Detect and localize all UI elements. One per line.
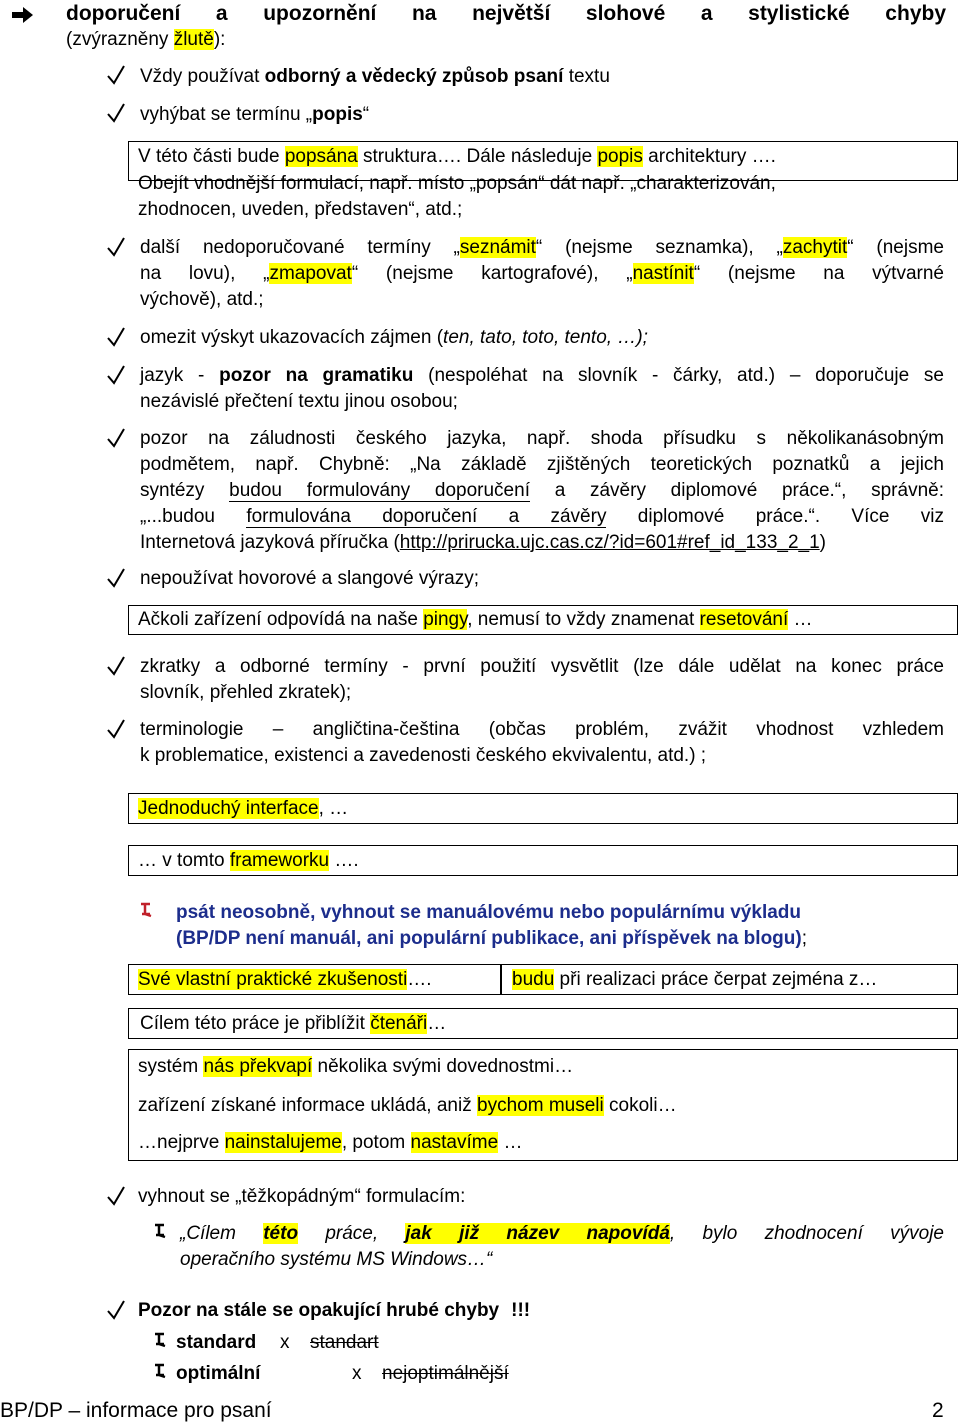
example-line: Své vlastní praktické zkušenosti…. bbox=[138, 969, 432, 990]
prirucka-link[interactable]: http://prirucka.ujc.cas.cz/?id=601#ref_id_133_2_1 bbox=[399, 532, 820, 553]
check-icon bbox=[106, 1185, 126, 1207]
list-item: pozor na záludnosti českého jazyka, např. shoda přísudku s několikanásobným bbox=[140, 428, 944, 449]
list-item: zkratky a odborné termíny - první použití vysvětlit (lze dále udělat na konec práce bbox=[140, 656, 944, 677]
pin-icon bbox=[138, 902, 154, 922]
pin-icon bbox=[152, 1332, 168, 1352]
list-item: další nedoporučované termíny „seznámit“ (nejsme seznamka), „zachytit“ (nejsme bbox=[140, 237, 944, 258]
versus-mark: x bbox=[280, 1332, 290, 1353]
footer-title: BP/DP – informace pro psaní bbox=[0, 1399, 272, 1422]
advice-line: Obejít vhodnější formulací, např. místo „popsán“ dát např. „charakterizován, bbox=[138, 173, 776, 194]
wrong-word: nejoptimálnější bbox=[382, 1363, 509, 1384]
example-line: zařízení získané informace ukládá, aniž bychom museli cokoli… bbox=[138, 1095, 677, 1116]
quote-line: operačního systému MS Windows…“ bbox=[180, 1249, 493, 1270]
list-item-cont: podmětem, např. Chybně: „Na základě zjištěných teoretických poznatků a jejich bbox=[140, 454, 944, 475]
example-line: budu při realizaci práce čerpat zejména z… bbox=[512, 969, 878, 990]
correct-word: optimální bbox=[176, 1363, 261, 1384]
pin-icon bbox=[152, 1363, 168, 1383]
list-item-cont: k problematice, existenci a zavedenosti českého ekvivalentu, atd.) ; bbox=[140, 745, 707, 766]
check-icon bbox=[106, 64, 126, 86]
header-subtitle: (zvýrazněny žlutě): bbox=[66, 29, 226, 50]
list-item-cont: syntézy budou formulovány doporučení a závěry diplomové práce.“, správně: bbox=[140, 480, 944, 501]
example-line: … v tomto frameworku …. bbox=[138, 850, 359, 871]
blue-heading-cont: (BP/DP není manuál, ani populární publikace, ani příspěvek na blogu); bbox=[176, 928, 807, 949]
wrong-word: standart bbox=[310, 1332, 379, 1353]
list-item: terminologie – angličtina-čeština (občas problém, zvážit vhodnost vzhledem bbox=[140, 719, 944, 740]
check-icon bbox=[106, 1299, 126, 1321]
list-item-cont: nezávislé přečtení textu jinou osobou; bbox=[140, 391, 458, 412]
list-item: jazyk - pozor na gramatiku (nespoléhat na slovník - čárky, atd.) – doporučuje se bbox=[140, 365, 944, 386]
list-item: nepoužívat hovorové a slangové výrazy; bbox=[140, 568, 480, 589]
example-line: systém nás překvapí několika svými dovednostmi… bbox=[138, 1056, 574, 1077]
pin-icon bbox=[152, 1223, 168, 1243]
example-line: …nejprve nainstalujeme, potom nastavíme … bbox=[138, 1132, 523, 1153]
list-item-cont: Internetová jazyková příručka (http://prirucka.ujc.cas.cz/?id=601#ref_id_133_2_1) bbox=[140, 532, 826, 553]
example-line: V této části bude popsána struktura…. Dále následuje popis architektury …. bbox=[138, 146, 776, 167]
list-item: Vždy používat odborný a vědecký způsob psaní textu bbox=[140, 66, 610, 87]
list-item: vyhnout se „těžkopádným“ formulacím: bbox=[138, 1186, 466, 1207]
example-line: Ačkoli zařízení odpovídá na naše pingy, nemusí to vždy znamenat resetování … bbox=[138, 609, 813, 630]
arrow-icon bbox=[12, 5, 34, 21]
check-icon bbox=[106, 326, 126, 348]
list-item: omezit výskyt ukazovacích zájmen (ten, tato, toto, tento, …); bbox=[140, 327, 648, 348]
list-item-cont: „...budou formulována doporučení a závěry diplomové práce.“. Více viz bbox=[140, 506, 944, 527]
check-icon bbox=[106, 102, 126, 124]
check-icon bbox=[106, 364, 126, 386]
versus-mark: x bbox=[352, 1363, 362, 1384]
list-item-cont: na lovu), „zmapovat“ (nejsme kartografové), „nastínit“ (nejsme na výtvarné bbox=[140, 263, 944, 284]
example-line: Jednoduchý interface, … bbox=[138, 798, 349, 819]
advice-line: zhodnocen, uveden, představen“, atd.; bbox=[138, 199, 463, 220]
example-line: Cílem této práce je přiblížit čtenáři… bbox=[140, 1013, 447, 1034]
check-icon bbox=[106, 655, 126, 677]
header-title: doporučení a upozornění na největší slohové a stylistické chyby bbox=[66, 2, 946, 25]
list-item: vyhýbat se termínu „popis“ bbox=[140, 104, 370, 125]
correct-word: standard bbox=[176, 1332, 257, 1353]
page-number: 2 bbox=[932, 1399, 944, 1422]
list-item: Pozor na stále se opakující hrubé chyby !!! bbox=[138, 1300, 531, 1321]
check-icon bbox=[106, 718, 126, 740]
list-item-cont: slovník, přehled zkratek); bbox=[140, 682, 352, 703]
blue-heading: psát neosobně, vyhnout se manuálovému nebo populárnímu výkladu bbox=[176, 902, 801, 923]
check-icon bbox=[106, 567, 126, 589]
check-icon bbox=[106, 427, 126, 449]
check-icon bbox=[106, 236, 126, 258]
list-item-cont: výchově), atd.; bbox=[140, 289, 264, 310]
quote-line: „Cílem této práce, jak již název napovídá, bylo zhodnocení vývoje bbox=[180, 1223, 944, 1244]
